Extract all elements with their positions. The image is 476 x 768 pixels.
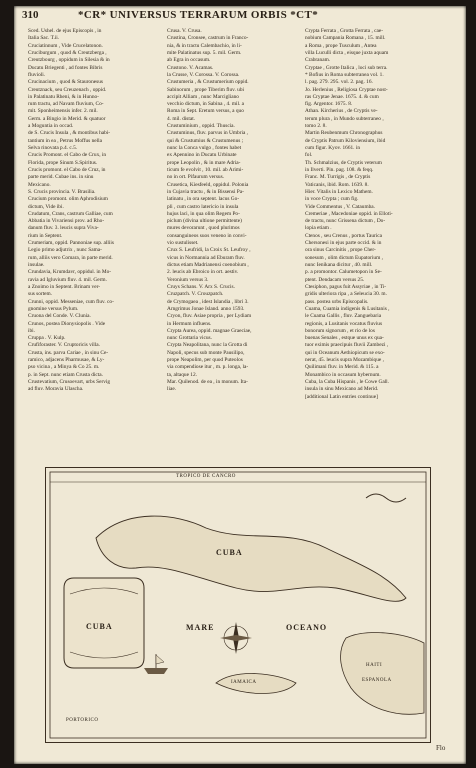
text-line: Crunni, oppid. Messeniae, cum fluv. co- (28, 298, 114, 305)
sea-label-oceano: OCEANO (286, 623, 328, 632)
text-line: tuor eximis praecipuis fluvii Zambezi , (305, 342, 389, 349)
sea-label-mare: MARE (186, 623, 215, 632)
text-line: in Palatinatu Rheni, & in Hunno- (28, 93, 99, 100)
text-line: Crudatum, Crans, castrum Galliae, cum (28, 210, 113, 217)
text-line: Legio primo adjutrix , nunc Sama- (28, 247, 102, 254)
text-line: tantium in ea , Petrus Moffus nella (28, 137, 102, 144)
text-line: Roma in Sept. Eretum versus, a quo (167, 108, 244, 115)
text-line: Crucinacium , quod & Stauronesus (28, 79, 103, 86)
text-line: no in ort. Pifaurum versus. (167, 174, 224, 181)
text-line: latinatu , in ora septent. lacus Go- (167, 196, 240, 203)
text-line: Crustuminus, fluv. parvus in Umbria , (167, 130, 248, 137)
cartouche-title: CUBA (86, 622, 113, 631)
text-line: hujus laci, in qua olim Regem Po- (167, 210, 240, 217)
text-line: Crypta Ferrata , Grotta Ferrata , cae- (305, 28, 384, 34)
text-line: p. a promontor. Calumetopon in Se- (305, 269, 382, 276)
text-line: lopia etiam . (305, 225, 332, 232)
text-line: Cruzpatch. V. Crouzpatch. (167, 291, 224, 298)
text-line: Cruona del Conde. V. Clunia. (28, 313, 91, 320)
text-line: Veronium versus 3. (167, 276, 209, 283)
text-line: mite Palatinatus sup. 5. mil. Germ. (167, 49, 242, 56)
tropic-label: TROPICO DE CANCRO (176, 474, 236, 479)
text-line: de S. Crucis Insula , & montibus habi- (28, 130, 111, 137)
text-line: de Crymogaea , idest Islandia , libri 3. (167, 298, 249, 305)
text-line: Chersonesi in ejus parte occid. & in (305, 240, 382, 247)
text-line: Mexicano. (28, 181, 51, 188)
text-line: Crufiforaster. V. Cruptoricis villa. (28, 342, 100, 349)
text-line: Creutzbourg , oppidum in Silesia & in (28, 57, 110, 64)
text-line: Crumeriam, oppid. Pannoniae sup. alliis (28, 240, 114, 247)
label-jamaica: IAMAICA (231, 680, 257, 685)
label-cuba: CUBA (216, 548, 243, 557)
text-line: Cruciburgum , quod & Creutzberga , (28, 49, 107, 56)
text-line: Crux S. Leufridi, la Croix St. Leufroy , (167, 247, 251, 254)
text-line: nunc Ienikana dicitur , 40. mill. (305, 262, 373, 268)
text-line: bonorum signorum , et rio de los (305, 327, 375, 334)
text-line: Creutznack, seu Creuzenach , oppid. (28, 86, 107, 93)
text-line: rium in Septent. (28, 232, 63, 239)
text-line: a Moguntia in occad. (28, 123, 74, 130)
text-line: insula in sinu Mexicano ad Merid. (305, 386, 379, 393)
text-line: nobium Campania Romana , 15. mill. (305, 35, 386, 42)
text-line: Ctenos , seu Crenus , portus Taurica (305, 232, 382, 239)
text-line: nerat, 45. leucis supra Mozambique , (305, 357, 384, 364)
text-line: Ctesiphon, pagus fuit Assyriae , in Ti- (305, 283, 387, 290)
text-line: gridis ulteriora ripa , a Seleucia 30. m. (305, 291, 387, 298)
label-porto-rico: PORTORICO (66, 718, 99, 723)
text-line: Ducatu Briegenti , ad fontes Bibris (28, 64, 103, 71)
text-line: Mar. Quilenod. de ea , in monum. Ita- (167, 379, 248, 385)
catchword: Flo (436, 744, 446, 752)
text-line: 4. mil. distat. (167, 115, 196, 122)
text-line: Germ. a Bingio in Merid. & quatuor (28, 115, 106, 122)
text-line: rum tractu, ad Navam fluvium, Co- (28, 101, 104, 108)
text-line: parte merid. Cubae ins. in sinu (28, 174, 94, 181)
text-line: Crabranam. (305, 57, 331, 64)
text-line: prope Neapolim, per quod Puteolos (167, 357, 243, 364)
text-line: Crustono. V. Acamas. (167, 64, 214, 71)
text-line: [additional Latin entries continue] (305, 393, 378, 400)
text-line: S. Crucis provincia. V. Brasilia. (28, 188, 96, 195)
text-line: insulae. (28, 262, 45, 268)
text-line: Th. Schmalzius, de Cryptis veterum (305, 159, 382, 166)
text-line: consanguineos suos veneno in convi- (167, 232, 247, 239)
text-line: dictus etiam Madrianensi coenobium , (167, 262, 249, 268)
text-line: Cuba, la Cuba Hispanis , le Cowe Gall. (305, 379, 390, 385)
text-line: Selva rinovata p.4. c.5. (28, 145, 78, 151)
text-line: mures devorarunt , quod plurimos (167, 225, 240, 232)
text-line: buenas Senales , estque unus ex qua- (305, 335, 384, 342)
text-line: pass. postea urbs Episcopalis. (305, 298, 369, 305)
text-line: * Bofius in Roma subterranea vol. 1. (305, 71, 384, 78)
text-line: la Crusse, V. Corossa. V. Corossa. (167, 71, 240, 78)
text-line: ad fluv. Moravia Ulascha. (28, 386, 84, 393)
text-line: dictum, Vide ibi. (28, 203, 64, 210)
text-line: piclum (divina ultione permittente) (167, 218, 242, 225)
text-line: Crusa. V. Crusa. (167, 28, 202, 34)
text-line: Crusetica, Kiesfeeld, oppidul. Polonia (167, 181, 249, 188)
text-line: fig. Argentor. 1675. 8. (305, 101, 353, 108)
text-line: Cruys Schans. V. Arx S. Crucis. (167, 283, 235, 290)
text-line: l. pag. 279. 295. vol. 2. pag. 16. (305, 79, 373, 86)
text-column-middle (167, 28, 301, 450)
text-line: tomo 2. 8. (305, 123, 327, 130)
cuba-map (45, 467, 431, 743)
text-line: Sabinorum , prope Tiberim fluv. ubi (167, 86, 244, 93)
text-line: qui in Oceanum Aethiopicum se exo- (305, 349, 385, 356)
text-line: fol. (305, 152, 313, 159)
text-line: ptent. Dendacam versus 25. (305, 276, 365, 283)
text-line: Florida, prope Sinum S.Spiritus. (28, 159, 98, 166)
text-line: Crustevatium, Crusoevart, urbs Servig (28, 379, 111, 385)
text-line: vio sustulisset. (167, 240, 199, 247)
text-line: sus sortem. (28, 291, 53, 298)
text-line: a Znoimo in Septent. Brinam ver- (28, 283, 101, 290)
page-number: 310 (22, 9, 39, 21)
text-line: Crusta, ins. parva Cariae , in sinu Ce- (28, 349, 109, 356)
text-line: p. in Sept. nunc etiam Crusta dicta. (28, 371, 103, 378)
text-line: vicus in Normannia ad Eburam fluv. (167, 254, 245, 261)
text-line: Cremeriae , Macedoniae oppid. in Elloti- (305, 210, 393, 217)
text-line: Crucium promont. olim Aphrodisium (28, 196, 108, 203)
text-line: ibi. (28, 327, 35, 334)
text-line: Italia Sac. T.ii. (28, 35, 60, 42)
text-line: liae. (167, 386, 177, 393)
text-line: de Cryptis Patrum Kiloviensium, ibid (305, 137, 386, 144)
text-line: in voce Crypta ; cum fig. (305, 196, 359, 203)
text-line: Hier. Vitalis in Lexico Mathem. (305, 188, 373, 195)
ship-drawing (144, 654, 168, 674)
text-line: prope Leopolin , & in mare Adria- (167, 159, 241, 166)
text-line: cum figur. Kyov. 1661. in (305, 145, 361, 151)
text-line: pli , cum castro latericio in insula (167, 203, 239, 210)
text-line: ticum fe evolvit , 10. mil. ab Arimi- (167, 166, 244, 173)
text-line: Cryptae , Grotte Italica , loci sub terra. (305, 64, 388, 71)
text-line: Sced. Ushel. de ejus Episcopis , in (28, 28, 102, 34)
text-line: via compendiose itur , m. p. longa, la- (167, 364, 249, 371)
text-line: fluvioli. (28, 71, 46, 78)
text-line: Crucis Promont. el Cabo de Crux, in (28, 152, 107, 159)
text-line: Vaticanis, ibid. Rom. 1639. 8. (305, 181, 369, 188)
text-line: Napoli, specus sub monte Pausilipo, (167, 349, 245, 356)
text-line: in Cujavia tractu , & in Bissensi Pa- (167, 188, 244, 195)
text-line: Quilimani fluv. in Merid. & 115. a (305, 364, 379, 371)
text-line: in Hermum influens. (167, 320, 212, 327)
text-line: Crypta Neapolitana, nunc la Grotta di (167, 342, 248, 349)
text-line: ora sinus Carcinitis , prope Cher- (305, 247, 376, 254)
sea-monster-drawing (366, 494, 406, 502)
text-line: in Ilverti. Pin. pag. 108. & feqq. (305, 166, 374, 173)
text-line: vecchio dictum, in Sabina , 4. mil. a (167, 101, 245, 108)
text-line: ravia ad Igluvium fluv. 4. mil. Germ. (28, 276, 107, 283)
text-line: terum plura , in Mundo subterraneo , (305, 115, 384, 122)
text-line: qui & Crustumius & Crustumenus ; (167, 137, 244, 144)
text-line: ab Egra in occasum. (167, 57, 211, 64)
text-line: Franc. M. Turrigis , de Cryptis (305, 174, 371, 181)
label-haiti: HAITI (366, 663, 383, 668)
text-line: Athan. Kircherius , de Cryptis ve- (305, 108, 378, 115)
text-line: Vide Commentus , V. Cataumba. (305, 203, 375, 210)
text-line: Crustumeria , & Crustumerium oppid. (167, 79, 249, 86)
text-line: villa Luculli dicta , eisque juxta aquam (305, 49, 389, 56)
text-line: a Roma , prope Tusculum , Antea (305, 42, 377, 49)
running-title: *CR* UNIVERSUS TERRARUM ORBIS *CT* (78, 9, 319, 21)
text-line: Martin Reubenmum Chronographus (305, 130, 383, 137)
text-line: sonesum , olim dictum Eupatorium , (305, 254, 383, 261)
text-column-left (28, 28, 162, 450)
text-line: pso vicina , a Minya & Co 25. m. (28, 364, 100, 371)
text-line: ramico, adjacens Pharmusae, & Ly- (28, 357, 105, 364)
text-line: Jo. Herlenius , Religiosa Cryptae nost- (305, 86, 388, 93)
text-line: Arngrimus Jonae Island. anno 1593. (167, 305, 245, 312)
label-espanola: ESPANOLA (362, 678, 392, 683)
text-line: Crustuminium , oppid. Thuscia. (167, 123, 235, 130)
text-line: de tractu, nunc Grissena dictum , Do- (305, 218, 386, 225)
text-line: Monambico in occasum hybernum. (305, 371, 381, 378)
text-column-right (305, 28, 443, 490)
text-line: le Cuama Gallis , fluv. Zanguebaria (305, 313, 382, 320)
text-line: Crunos, postea Dionysiopolis . Vide (28, 320, 106, 327)
text-line: Cryon, fluv. Asiae propria , per Lydiam (167, 313, 252, 320)
text-line: Abbatia in Vivariensi prov. ad Rho- (28, 218, 105, 225)
text-line: ex Apennino in Ducatu Urbinate (167, 152, 237, 159)
text-line: Crustina, Cronsee, castrum in Franco- (167, 35, 249, 42)
text-line: accipit Alliam , nunc Marcigliano (167, 93, 239, 100)
text-line: nia, & in tractu Calembachio, in li- (167, 42, 242, 49)
text-line: Crucis promont. el Cabo de Cruz, in (28, 166, 106, 173)
text-line: 2. leucis ab Ebroico in ort. aestiv. (167, 269, 239, 276)
text-line: Cuama, Cuamia indigenis & Lusitanis , (305, 305, 390, 312)
text-line: Crypta Aurea, oppid. magnae Graeciae, (167, 327, 252, 334)
page-header (22, 9, 442, 25)
text-line: rum, alliis vero Comara, in parte merid. (28, 254, 113, 261)
map-drawing (46, 468, 430, 742)
text-line: Crundavia, Krumdavr, oppidul. in Mo- (28, 269, 112, 276)
text-line: ras Cryptae Jenae. 1675. 4. & cum (305, 93, 379, 100)
text-line: danum fluv. 3. leucis supra Viva- (28, 225, 99, 232)
text-line: mit. Sponheimensis infer. 2. mil. (28, 108, 98, 115)
text-line: Cruppa . V. Kulp. (28, 335, 66, 342)
text-line: regionis, a Lusitanis vocatus fluvius (305, 320, 383, 327)
compass-rose (220, 622, 252, 654)
text-line: nunc la Conca vulgo , fontes habet (167, 145, 242, 151)
hispaniola-shape (341, 633, 424, 715)
text-line: Cruciatinnum , Vide Crucelatonon. (28, 42, 103, 49)
text-line: nunc Grottaria vicus. (167, 335, 212, 342)
text-line: ta, altaque 12. (167, 371, 197, 378)
text-line: gnomine versus Pylum. (28, 305, 79, 312)
